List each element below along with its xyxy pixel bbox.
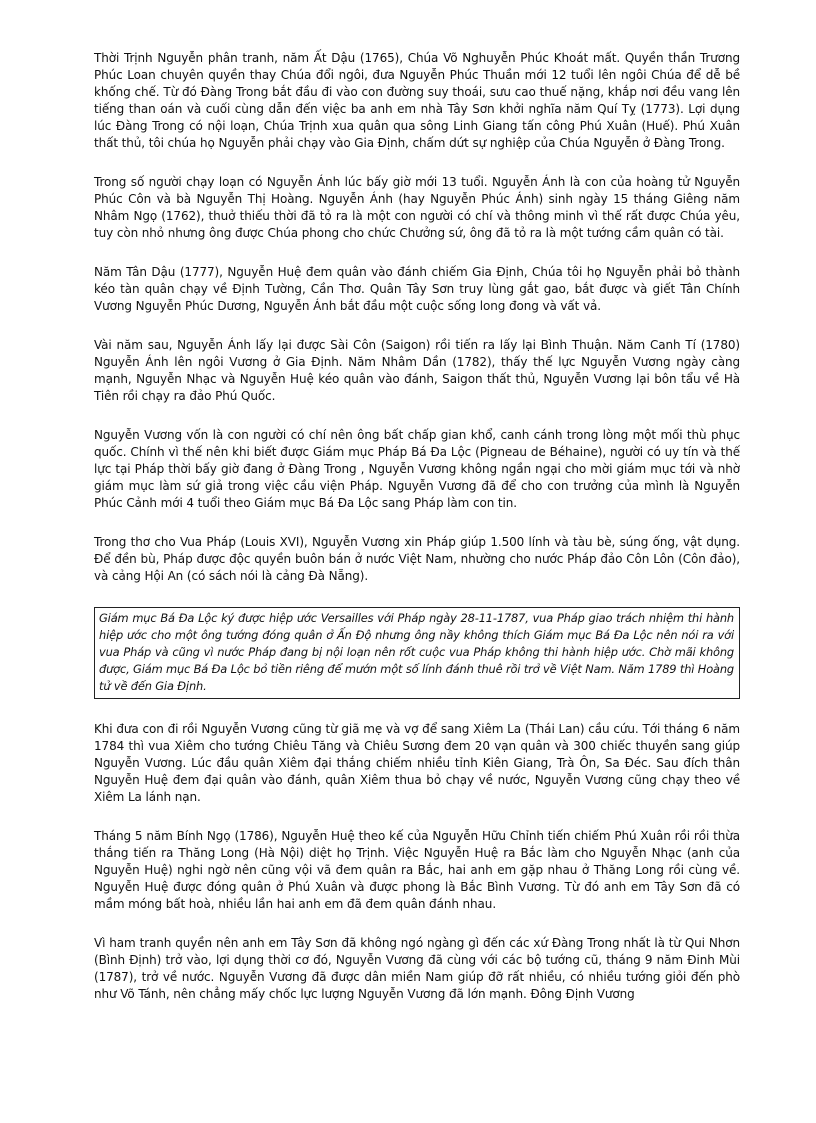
paragraph-9: Vì ham tranh quyền nên anh em Tây Sơn đã không ngó ngàng gì đến các xứ Đàng Trong nhất là từ Qui Nhơn (Bình Định) trở vào, lợi dụng thời cơ đó, Nguyễn Vương đã cùng với các bộ tướng cũ, tháng 9 năm Đinh Mùi (1787), trở về nước. Nguyễn Vương đã được dân miền Nam giúp đỡ rất nhiều, có nhiều tướng giỏi đến phò như Võ Tánh, nên chẳng mấy chốc lực lượng Nguyễn Vương đã lớn mạnh. Đông Định Vương bbox=[94, 936, 740, 1001]
paragraph-6: Trong thơ cho Vua Pháp (Louis XVI), Nguyễn Vương xin Pháp giúp 1.500 lính và tàu bè, súng ống, vật dụng. Để đền bù, Pháp được độc quyền buôn bán ở nước Việt Nam, nhường cho nước Pháp đảo Côn Lôn (Côn đảo), và cảng Hội An (có sách nói là cảng Đà Nẵng). bbox=[94, 535, 740, 583]
document-page bbox=[94, 50, 740, 1025]
paragraph-8: Tháng 5 năm Bính Ngọ (1786), Nguyễn Huệ theo kế của Nguyễn Hữu Chỉnh tiến chiếm Phú Xuân rồi rồi thừa thắng tiến ra Thăng Long (Hà Nội) diệt họ Trịnh. Việc Nguyễn Huệ ra Bắc làm cho Nguyễn Nhạc (anh của Nguyễn Huệ) nghi ngờ nên cũng vội vã đem quân ra Bắc, hai anh em gặp nhau ở Thăng Long rồi cùng về. Nguyễn Huệ được đóng quân ở Phú Xuân và được phong là Bắc Bình Vương. Từ đó anh em Tây Sơn đã có mầm móng bất hoà, nhiều lần hai anh em đã đem quân đánh nhau. bbox=[94, 829, 740, 911]
paragraph-2: Trong số người chạy loạn có Nguyễn Ánh lúc bấy giờ mới 13 tuổi. Nguyễn Ánh là con của hoàng tử Nguyễn Phúc Côn và bà Nguyễn Thị Hoàng. Nguyễn Ánh (hay Nguyễn Phúc Ánh) sinh ngày 15 tháng Giêng năm Nhâm Ngọ (1762), thuở thiếu thời đã tỏ ra là một con người có chí và thông minh vì thế rất được Chúa yêu, tuy còn nhỏ nhưng ông được Chúa phong cho chức Chưởng sứ, ông đã tỏ ra là một tướng cầm quân có tài. bbox=[94, 175, 740, 240]
paragraph-5: Nguyễn Vương vốn là con người có chí nên ông bất chấp gian khổ, canh cánh trong lòng một mối thù phục quốc. Chính vì thế nên khi biết được Giám mục Pháp Bá Đa Lộc (Pigneau de Béhaine), người có uy tín và thế lực tại Pháp thời bấy giờ đang ở Đàng Trong , Nguyễn Vương không ngần ngại cho mời giám mục tới và nhờ giám mục làm sứ giả trong việc cầu viện Pháp. Nguyễn Vương đã để cho con trưởng của mình là Nguyễn Phúc Cảnh mới 4 tuổi theo Giám mục Bá Đa Lộc sang Pháp làm con tin. bbox=[94, 428, 740, 510]
paragraph-4: Vài năm sau, Nguyễn Ánh lấy lại được Sài Côn (Saigon) rồi tiến ra lấy lại Bình Thuận. Năm Canh Tí (1780) Nguyễn Ánh lên ngôi Vương ở Gia Định. Năm Nhâm Dần (1782), thấy thế lực Nguyễn Vương ngày càng mạnh, Nguyễn Nhạc và Nguyễn Huệ kéo quân vào đánh, Saigon thất thủ, Nguyễn Vương lại bôn tẩu về Hà Tiên rồi chạy ra đảo Phú Quốc. bbox=[94, 338, 740, 403]
paragraph-1: Thời Trịnh Nguyễn phân tranh, năm Ất Dậu (1765), Chúa Võ Nghuyễn Phúc Khoát mất. Quyền thần Trương Phúc Loan chuyên quyền thay Chúa đổi ngôi, đưa Nguyễn Phúc Thuần mới 12 tuổi lên ngôi Chúa để dễ bề khống chế. Từ đó Đàng Trong bắt đầu đi vào con đường suy thoái, sưu cao thuế nặng, khắp nơi đều vang lên tiếng than oán và cuối cùng dẫn đến việc ba anh em nhà Tây Sơn khởi nghĩa năm Quí Tỵ (1773). Lợi dụng lúc Đàng Trong có nội loạn, Chúa Trịnh xua quân qua sông Linh Giang tấn công Phú Xuân (Huế). Phú Xuân thất thủ, tôi chúa họ Nguyễn phải chạy vào Gia Định, chấm dứt sự nghiệp của Chúa Nguyễn ở Đàng Trong. bbox=[94, 51, 740, 150]
paragraph-3: Năm Tân Dậu (1777), Nguyễn Huệ đem quân vào đánh chiếm Gia Định, Chúa tôi họ Nguyễn phải bỏ thành kéo tàn quân chạy về Định Tường, Cần Thơ. Quân Tây Sơn truy lùng gắt gao, bắt được và giết Tân Chính Vương Nguyễn Phúc Dương, Nguyễn Ánh bắt đầu một cuộc sống long đong và vất vả. bbox=[94, 265, 740, 313]
boxed-note: Giám mục Bá Đa Lộc ký được hiệp ước Versailles với Pháp ngày 28-11-1787, vua Pháp giao trách nhiệm thi hành hiệp ước cho một ông tướng đóng quân ở Ấn Độ nhưng ông nầy không thích Giám mục Bá Đa Lộc nên nói ra với vua Pháp và cũng vì nước Pháp đang bị nội loạn nên rốt cuộc vua Pháp không thi hành hiệp ước. Chờ mãi không được, Giám mục Bá Đa Lộc bỏ tiền riêng để mướn một số lính đánh thuê rồi trở về Việt Nam. Năm 1789 thì Hoàng tử về đến Gia Định. bbox=[94, 607, 740, 699]
paragraph-7: Khi đưa con đi rồi Nguyễn Vương cũng từ giã mẹ và vợ để sang Xiêm La (Thái Lan) cầu cứu. Tới tháng 6 năm 1784 thì vua Xiêm cho tướng Chiêu Tăng và Chiêu Sương đem 20 vạn quân và 300 chiếc thuyền sang giúp Nguyễn Vương. Lúc đầu quân Xiêm đại thắng chiếm nhiều tỉnh Kiên Giang, Trà Ôn, Sa Đéc. Sau đích thân Nguyễn Huệ đem đại quân vào đánh, quân Xiêm thua bỏ chạy về nước, Nguyễn Vương cũng chạy theo về Xiêm La lánh nạn. bbox=[94, 722, 740, 804]
